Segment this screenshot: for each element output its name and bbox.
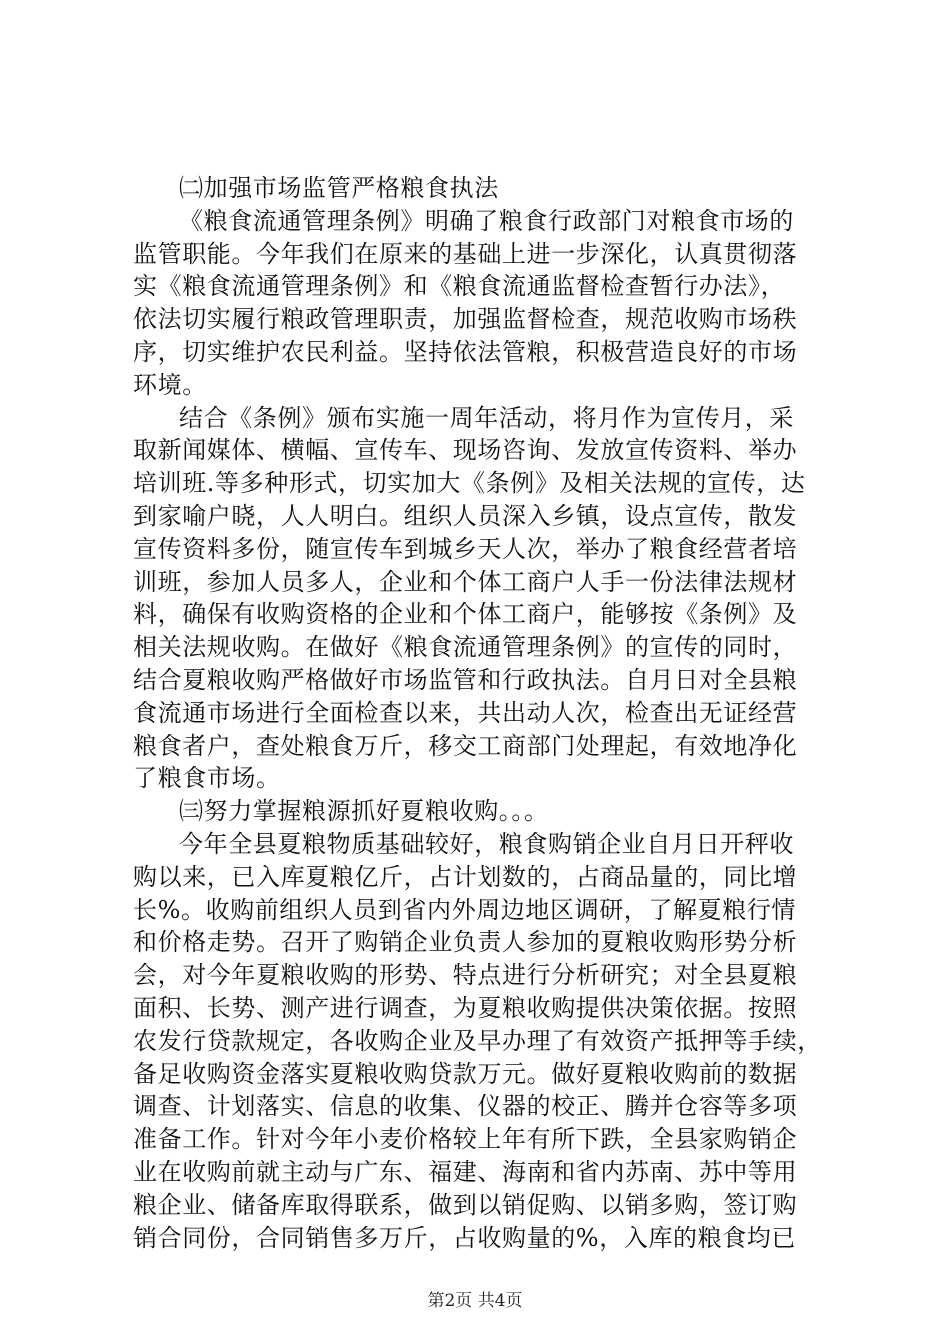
text-line: 购以来，已入库夏粮亿斤，占计划数的，占商品量的，同比增 [133, 862, 798, 891]
text-line: 依法切实履行粮政管理职责，加强监督检查，规范收购市场秩 [133, 305, 798, 334]
text-line: 序，切实维护农民利益。坚持依法管粮，积极营造良好的市场 [133, 337, 798, 366]
text-line: 长%。收购前组织人员到省内外周边地区调研，了解夏粮行情 [133, 895, 797, 924]
text-line: 今年全县夏粮物质基础较好，粮食购销企业自月日开秤收 [179, 829, 794, 858]
text-line: ㈢努力掌握粮源抓好夏粮收购。。。 [179, 797, 549, 826]
text-line: 取新闻媒体、横幅、宣传车、现场咨询、发放宣传资料、举办 [133, 436, 798, 465]
text-line: 粮食者户，查处粮食万斤，移交工商部门处理起，有效地净化 [133, 731, 798, 760]
text-line: ㈡加强市场监管严格粮食执法 [179, 174, 499, 202]
text-line: 相关法规收购。在做好《粮食流通管理条例》的宣传的同时， [133, 633, 798, 662]
text-line: 训班，参加人员多人，企业和个体工商户人手一份法律法规材 [133, 567, 798, 596]
text-line: 销合同份，合同销售多万斤，占收购量的%，入库的粮食均已 [133, 1223, 797, 1252]
text-line: 实《粮食流通管理条例》和《粮食流通监督检查暂行办法》， [133, 272, 786, 301]
section-heading [133, 795, 833, 828]
text-line: 备足收购资金落实夏粮收购贷款万元。做好夏粮收购前的数据 [133, 1059, 798, 1088]
text-line: 结合《条例》颁布实施一周年活动，将月作为宣传月，采 [179, 403, 794, 432]
text-line: 《粮食流通管理条例》明确了粮食行政部门对粮食市场的 [179, 206, 794, 235]
text-line: 调查、计划落实、信息的收集、仪器的校正、腾并仓容等多项 [133, 1092, 798, 1121]
body-paragraph [133, 205, 833, 402]
text-line: 粮企业、储备库取得联系，做到以销促购、以销多购，签订购 [133, 1190, 798, 1219]
body-paragraph [133, 402, 833, 796]
text-line: 到家喻户晓，人人明白。组织人员深入乡镇，设点宣传，散发 [133, 501, 798, 530]
text-line: 准备工作。针对今年小麦价格较上年有所下跌，全县家购销企 [133, 1125, 798, 1154]
section-heading [133, 172, 833, 205]
document-body [133, 172, 833, 1254]
text-line: 会，对今年夏粮收购的形势、特点进行分析研究；对全县夏粮 [133, 961, 798, 990]
text-line: 了粮食市场。 [133, 764, 281, 793]
text-line: 和价格走势。召开了购销企业负责人参加的夏粮收购形势分析 [133, 928, 798, 957]
text-line: 监管职能。今年我们在原来的基础上进一步深化，认真贯彻落 [133, 239, 798, 268]
text-line: 食流通市场进行全面检查以来，共出动人次，检查出无证经营 [133, 698, 798, 727]
text-line: 料，确保有收购资格的企业和个体工商户，能够按《条例》及 [133, 600, 798, 629]
text-line: 面积、长势、测产进行调查，为夏粮收购提供决策依据。按照 [133, 993, 798, 1022]
text-line: 环境。 [133, 370, 207, 399]
page-number-footer: 第2页 共4页 [427, 1291, 523, 1311]
text-line: 农发行贷款规定，各收购企业及早办理了有效资产抵押等手续， [133, 1026, 822, 1055]
text-line: 业在收购前就主动与广东、福建、海南和省内苏南、苏中等用 [133, 1157, 798, 1186]
text-line: 结合夏粮收购严格做好市场监管和行政执法。自月日对全县粮 [133, 665, 798, 694]
body-paragraph [133, 828, 833, 1254]
text-line: 宣传资料多份，随宣传车到城乡天人次，举办了粮食经营者培 [133, 534, 798, 563]
text-line: 培训班.等多种形式，切实加大《条例》及相关法规的宣传，达 [133, 469, 806, 498]
